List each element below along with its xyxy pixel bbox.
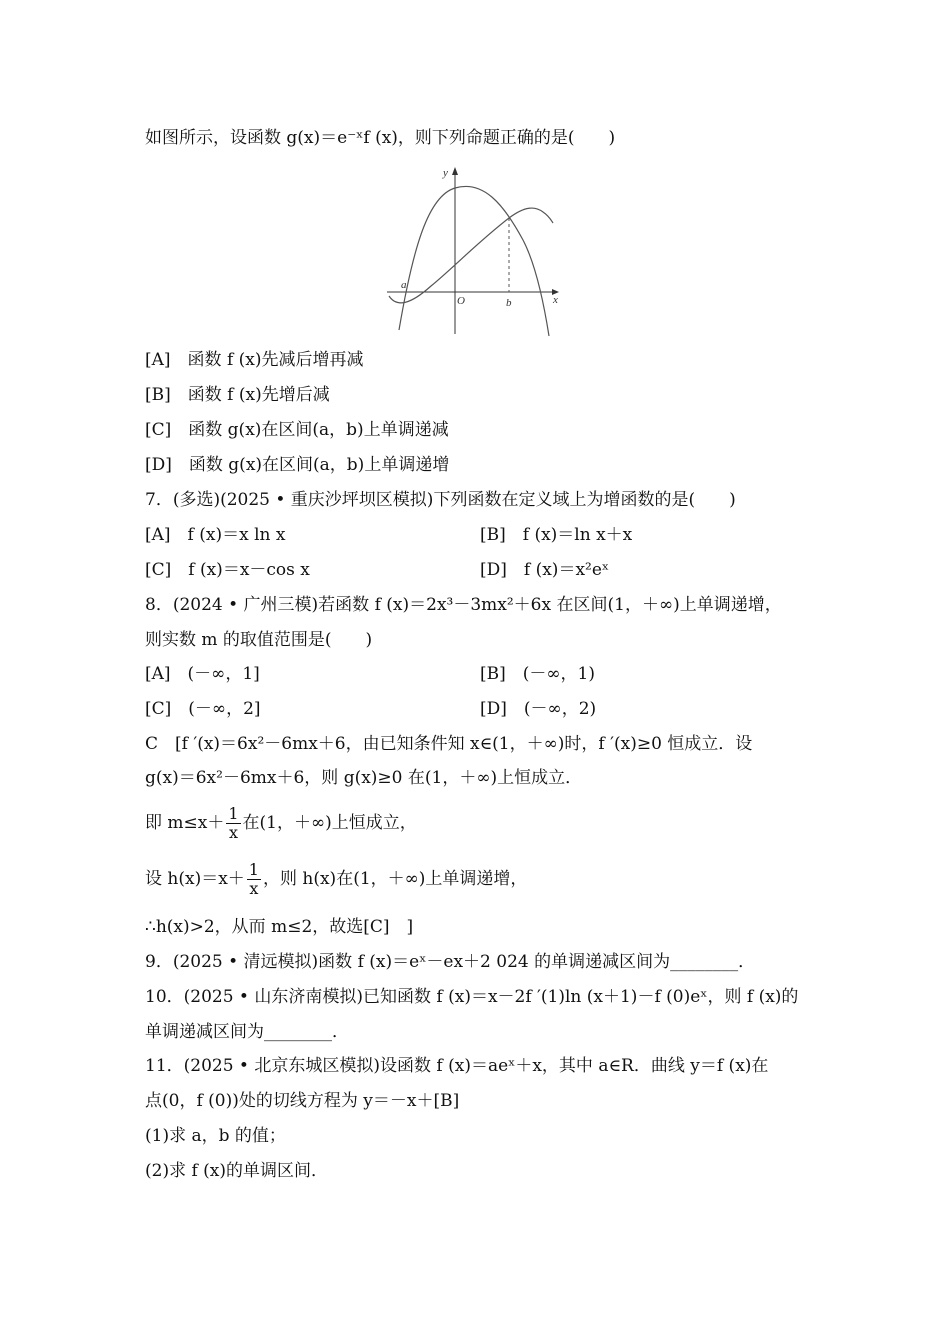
q8-solution-line3 xyxy=(145,803,417,843)
fraction-one-over-x xyxy=(247,861,261,898)
point-a-label: a xyxy=(401,279,407,291)
fraction-numerator: 1 xyxy=(248,860,259,879)
q6-option-d: [D] 函数 g(x)在区间(a，b)上单调递增 xyxy=(145,455,450,475)
q11-part2: (2)求 f (x)的单调区间． xyxy=(145,1161,329,1181)
q11-stem-line2: 点(0，f (0))处的切线方程为 y＝－x＋[B] xyxy=(145,1091,460,1111)
q10-stem-line1: 10．(2025 • 山东济南模拟)已知函数 f (x)＝x－2f ′(1)ln (x＋1)－f (0)eˣ，则 f (x)的 xyxy=(145,987,799,1007)
q8-option-a: [A] (－∞，1] xyxy=(145,664,260,684)
q6-option-c: [C] 函数 g(x)在区间(a，b)上单调递减 xyxy=(145,420,449,440)
q8-solution-line4-post: ，则 h(x)在(1，＋∞)上单调递增， xyxy=(262,869,528,889)
fraction-one-over-x xyxy=(226,805,240,842)
y-axis-arrow xyxy=(452,167,458,175)
fraction-denominator: x xyxy=(228,823,238,842)
q8-solution-line1: C [f ′(x)＝6x²－6mx＋6，由已知条件知 x∈(1，＋∞)时，f ′(x)≥0 恒成立．设 xyxy=(145,734,753,754)
q8-option-b: [B] (－∞，1) xyxy=(480,664,595,684)
fraction-numerator: 1 xyxy=(228,804,239,823)
q8-solution-line4 xyxy=(145,859,527,899)
function-curve xyxy=(389,208,553,303)
q7-stem: 7．(多选)(2025 • 重庆沙坪坝区模拟)下列函数在定义域上为增函数的是( ) xyxy=(145,490,736,510)
q8-option-d: [D] (－∞，2) xyxy=(480,699,597,719)
q6-option-b: [B] 函数 f (x)先增后减 xyxy=(145,385,330,405)
q8-solution-line3-pre: 即 m≤x＋ xyxy=(145,813,225,833)
q7-option-d: [D] f (x)＝x²eˣ xyxy=(480,560,610,580)
q7-option-b: [B] f (x)＝ln x＋x xyxy=(480,525,633,545)
y-axis-label: y xyxy=(443,167,448,179)
q7-option-a: [A] f (x)＝x ln x xyxy=(145,525,286,545)
q8-solution-line3-post: 在(1，＋∞)上恒成立， xyxy=(242,813,417,833)
origin-label: O xyxy=(457,295,465,307)
q8-stem-line2: 则实数 m 的取值范围是( ) xyxy=(145,630,373,650)
function-graph-figure xyxy=(383,158,573,338)
q6-stem: 如图所示，设函数 g(x)＝e⁻ˣf (x)，则下列命题正确的是( ) xyxy=(145,128,616,148)
q11-stem-line1: 11．(2025 • 北京东城区模拟)设函数 f (x)＝aeˣ＋x，其中 a∈R．曲线 y＝f (x)在 xyxy=(145,1056,769,1076)
q8-solution-line2: g(x)＝6x²－6mx＋6，则 g(x)≥0 在(1，＋∞)上恒成立． xyxy=(145,768,583,788)
fraction-denominator: x xyxy=(249,879,259,898)
q8-stem-line1: 8．(2024 • 广州三模)若函数 f (x)＝2x³－3mx²＋6x 在区间(1，＋∞)上单调递增， xyxy=(145,595,782,615)
q8-solution-line5: ∴h(x)>2，从而 m≤2，故选[C] ] xyxy=(145,917,414,937)
q6-option-a: [A] 函数 f (x)先减后增再减 xyxy=(145,350,364,370)
q11-part1: (1)求 a，b 的值； xyxy=(145,1126,286,1146)
point-b-label: b xyxy=(506,297,512,309)
q8-option-c: [C] (－∞，2] xyxy=(145,699,261,719)
q9-stem: 9．(2025 • 清远模拟)函数 f (x)＝eˣ－ex＋2 024 的单调递减区间为________． xyxy=(145,952,756,972)
q10-stem-line2: 单调递减区间为________． xyxy=(145,1022,349,1042)
q7-option-c: [C] f (x)＝x－cos x xyxy=(145,560,310,580)
q8-solution-line4-pre: 设 h(x)＝x＋ xyxy=(145,869,245,889)
x-axis-label: x xyxy=(553,294,558,306)
